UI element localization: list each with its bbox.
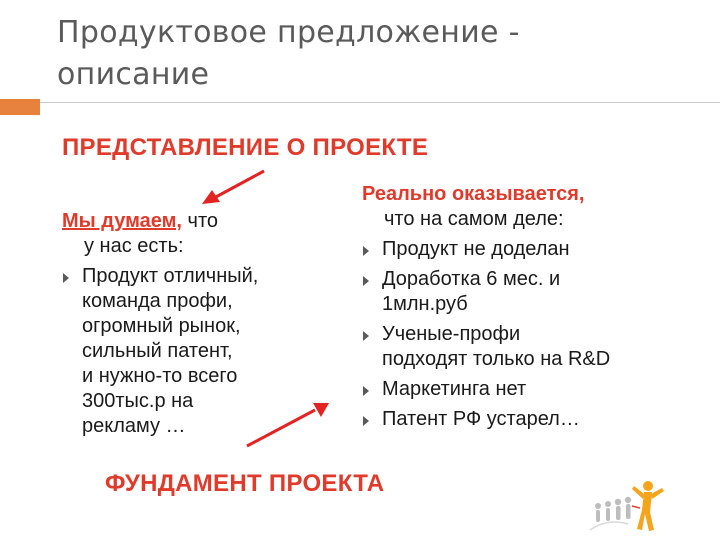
right-lead: Реально оказывается, [362,183,585,205]
slide-title [57,12,657,96]
title-divider [0,102,720,103]
left-bullet-1-line: 300тыс.р на [82,390,194,412]
red-arrow-icon [200,168,270,208]
heading-project-foundation: ФУНДАМЕНТ ПРОЕКТА [105,470,385,497]
left-lead-line-2: у нас есть: [84,235,184,257]
bullet-triangle-icon [363,331,369,341]
right-bullet-2 [362,267,702,317]
left-bullet-1-line: сильный патент, [82,340,233,362]
right-column [362,182,702,432]
left-bullet-1-line: Продукт отличный, [82,265,259,287]
right-bullet-2-line: 1млн.руб [382,293,468,315]
right-bullet-3-line: Ученые-профи [382,323,521,345]
left-lead-rest: что [181,210,219,232]
left-bullet-1-line: огромный рынок, [82,315,241,337]
right-bullet-1 [362,237,702,262]
bullet-triangle-icon [63,273,69,283]
right-bullet-2-line: Доработка 6 мес. и [382,268,561,290]
bullet-triangle-icon [363,246,369,256]
right-bullet-3 [362,322,702,372]
right-bullet-5-line: Патент РФ устарел… [382,408,580,430]
bullet-triangle-icon [363,416,369,426]
right-bullet-1-line: Продукт не доделан [382,238,570,260]
slide-title-line-1: Продуктовое предложение - [57,15,520,50]
left-lead [62,209,352,234]
heading-project-view: ПРЕДСТАВЛЕНИЕ О ПРОЕКТЕ [62,134,429,161]
bullet-triangle-icon [363,276,369,286]
running-people-logo [588,478,668,536]
right-bullet-5 [362,407,702,432]
right-bullet-4-line: Маркетинга нет [382,378,527,400]
red-arrow-icon [243,400,333,450]
left-bullet-1-line: команда профи, [82,290,233,312]
left-lead-emphasis: Мы думаем, [62,210,182,232]
slide-title-line-2: описание [57,57,210,92]
right-lead-line-2: что на самом деле: [384,208,564,230]
bullet-triangle-icon [363,386,369,396]
right-bullet-4 [362,377,702,402]
right-bullet-3-line: подходят только на R&D [382,348,611,370]
title-accent-bar [0,99,40,115]
left-bullet-1-line: рекламу … [82,415,186,437]
left-bullet-1-line: и нужно-то всего [82,365,238,387]
